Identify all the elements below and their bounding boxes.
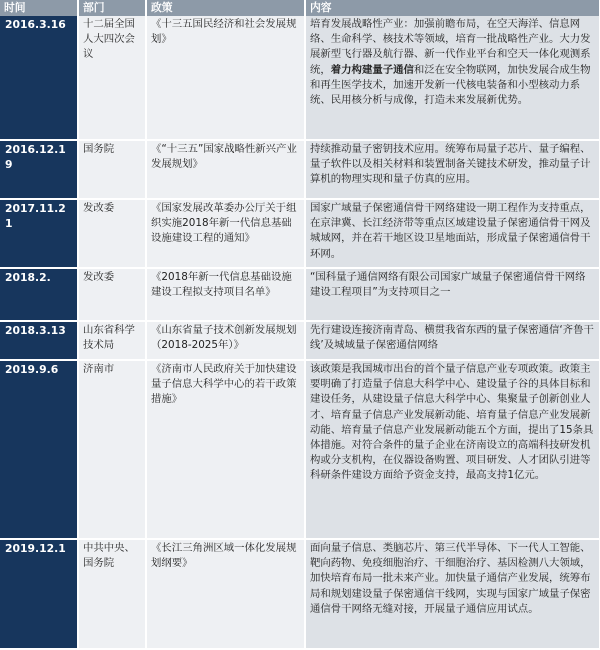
header-policy: 政策 (146, 0, 305, 16)
row-policy: 《2018年新一代信息基础设施建设工程拟支持项目名单》 (146, 268, 305, 321)
row-date: 2018.3.13 (0, 321, 78, 360)
header-dept: 部门 (78, 0, 146, 16)
row-dept: 山东省科学技术局 (78, 321, 146, 360)
row-content: 国家广域量子保密通信骨干网络建设一期工程作为支持重点，在京津冀、长江经济带等重点区域建设量子保密通信骨干网及城域网，并在若干地区设卫星地面站，形成量子保密通信骨干环网。 (305, 199, 600, 268)
row-policy: 《国家发展改革委办公厅关于组织实施2018年新一代信息基础设施建设工程的通知》 (146, 199, 305, 268)
row-content-part: 和泛在安全物联网，加快发展合成生物和再生医学技术，加速开发新一代核电装备和小型核动力系统、民用核分析与成像，打造未来发展新优势。 (310, 63, 591, 107)
row-content: 持续推动量子密钥技术应用。统筹布局量子芯片、量子编程、量子软件以及相关材料和装置制备关键技术研发，推动量子计算机的物理实现和量子仿真的应用。 (305, 140, 600, 199)
table-header-row (0, 0, 600, 16)
table-row (0, 360, 600, 539)
row-date: 2016.3.16 (0, 16, 78, 140)
row-date: 2018.2. (0, 268, 78, 321)
row-content-part: 培育发展战略性产业：加强前瞻布局，在空天海洋、信息网络、生命科学、核技术等领域，培育一批战略性产业。大力发展新型飞行器及航行器、新一代作业平台和空天一体化观测系统， (310, 18, 591, 76)
row-dept: 发改委 (78, 268, 146, 321)
table-row (0, 321, 600, 360)
row-date: 2019.9.6 (0, 360, 78, 539)
row-policy: 《长江三角洲区域一体化发展规划纲要》 (146, 539, 305, 649)
row-dept: 国务院 (78, 140, 146, 199)
row-dept: 十二届全国人大四次会议 (78, 16, 146, 140)
row-policy: 《济南市人民政府关于加快建设量子信息大科学中心的若干政策措施》 (146, 360, 305, 539)
row-content: 该政策是我国城市出台的首个量子信息产业专项政策。政策主要明确了打造量子信息大科学中心、建设量子谷的具体目标和建设任务，从建设量子信息大科学中心、集聚量子创新创业人才、培育量子信息产业发展新动能、培育量子信息产业发展新动能、培育量子信息产业发展新动能五个方面，提出了15条具体措施。对符合条件的量子企业在济南设立的高端科技研发机构或分支机构，在仪器设备购置、项目研发、人才团队引进等科研条件建设方面给予资金支持，最高支持1亿元。 (305, 360, 600, 539)
header-content: 内容 (305, 0, 600, 16)
row-dept: 中共中央、国务院 (78, 539, 146, 649)
header-time: 时间 (0, 0, 78, 16)
row-dept: 济南市 (78, 360, 146, 539)
row-date: 2019.12.1 (0, 539, 78, 649)
row-content: 面向量子信息、类脑芯片、第三代半导体、下一代人工智能、靶向药物、免疫细胞治疗、干细胞治疗、基因检测八大领域，加快培育布局一批未来产业。加快量子通信产业发展，统筹布局和规划建设量子保密通信干线网，实现与国家广域量子保密通信骨干网络无缝对接，开展量子通信应用试点。 (305, 539, 600, 649)
table-row (0, 199, 600, 268)
row-content: “国科量子通信网络有限公司国家广域量子保密通信骨干网络建设工程项目”为支持项目之一 (305, 268, 600, 321)
table-row (0, 539, 600, 649)
table-row (0, 16, 600, 140)
row-content: 先行建设连接济南青岛、横贯我省东西的量子保密通信‘齐鲁干线’及城域量子保密通信网络 (305, 321, 600, 360)
table-row (0, 140, 600, 199)
row-policy: 《“十三五”国家战略性新兴产业发展规划》 (146, 140, 305, 199)
table-row (0, 268, 600, 321)
row-policy: 《山东省量子技术创新发展规划（2018-2025年）》 (146, 321, 305, 360)
row-date: 2016.12.19 (0, 140, 78, 199)
row-date: 2017.11.21 (0, 199, 78, 268)
row-content-highlight: 着力构建量子通信 (330, 63, 414, 76)
row-dept: 发改委 (78, 199, 146, 268)
row-content (305, 16, 600, 140)
row-policy: 《十三五国民经济和社会发展规划》 (146, 16, 305, 140)
